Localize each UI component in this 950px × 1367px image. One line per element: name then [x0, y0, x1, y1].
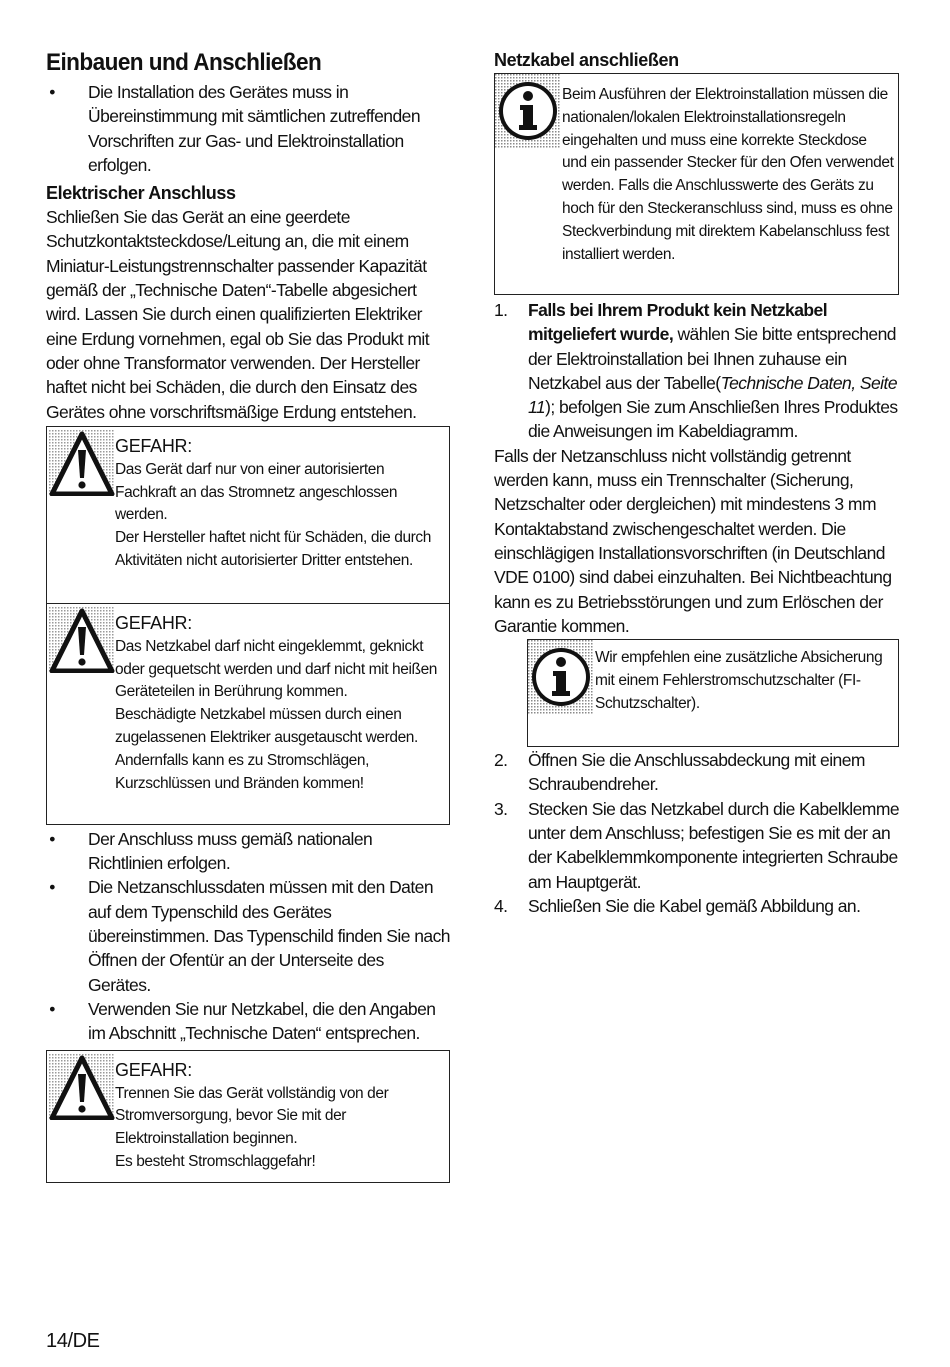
bullet-symbol: • [49, 998, 55, 1019]
page-number: 14/DE [46, 1330, 100, 1352]
info-box [494, 73, 899, 295]
step-bold-text: Falls bei Ihrem Produkt kein Netzkabel mitgeliefert wurde, [528, 300, 828, 345]
bullet-item [46, 875, 450, 996]
step-text: wählen Sie bitte entsprechend der Elektroinstallation bei Ihnen zuhause ein Netzkabel aus der Tabelle( [528, 324, 896, 393]
numbered-step [494, 748, 909, 797]
bullet-text: Verwenden Sie nur Netzkabel, die den Angaben im Abschnitt „Technische Daten“ entsprechen. [88, 998, 436, 1044]
numbered-step [494, 894, 909, 918]
subheading-power-cable: Netzkabel anschließen [494, 50, 679, 70]
left-column [46, 48, 450, 1183]
step-number: 2. [494, 750, 508, 771]
step-text: Stecken Sie das Netzkabel durch die Kabelklemme unter dem Anschluss; befestigen Sie es mit der an der Kabelklemmkomponente integrierten Schraube am Hauptgerät. [528, 798, 900, 892]
warning-triangle-icon [49, 1054, 115, 1120]
warning-title: GEFAHR: [115, 1059, 192, 1080]
info-box [527, 639, 899, 747]
bullet-item [46, 80, 450, 177]
bullet-symbol: • [49, 828, 55, 849]
bullet-text: Die Installation des Gerätes muss in Übereinstimmung mit sämtlichen zutreffenden Vorschriften zur Gas- und Elektroinstallation erfolgen. [88, 82, 421, 175]
step-text: Öffnen Sie die Anschlussabdeckung mit einem Schraubendreher. [528, 750, 865, 795]
step-number: 3. [494, 798, 508, 819]
bullet-text: Die Netzanschlussdaten müssen mit den Daten auf dem Typenschild des Gerätes übereinstimmen. Das Typenschild finden Sie nach Öffnen der Ofentür an der Unterseite des Gerätes. [88, 877, 450, 995]
warning-box [46, 1050, 450, 1183]
warning-title: GEFAHR: [115, 612, 192, 633]
warning-text: Das Gerät darf nur von einer autorisierten Fachkraft an das Stromnetz angeschlossen werden. [115, 460, 398, 524]
subheading-electric: Elektrischer Anschluss [46, 183, 236, 204]
warning-box [46, 426, 450, 603]
step-number: 4. [494, 895, 508, 916]
paragraph-disconnect: Falls der Netzanschluss nicht vollständig getrennt werden kann, muss ein Trennschalter (Sicherung, Netzschalter oder dergleichen) mit mindestens 3 mm Kontaktabstand zwischengeschaltet werden. Die einschlägigen Installationsvorschriften (in Deutschland VDE 0100) sind dabei einzuhalten. Bei Nichtbeachtung kann es zu Betriebsstörungen und zum Erlöschen der Garantie kommen. [494, 445, 892, 636]
info-text: Wir empfehlen eine zusätzliche Absicherung mit einem Fehlerstromschutzschalter (FI-Schutzschalter). [595, 649, 883, 712]
warning-text: Beschädigte Netzkabel müssen durch einen zugelassenen Elektriker ausgetauscht werden. Andernfalls kann es zu Stromschlägen, Kurzschlüssen und Bränden kommen! [115, 706, 418, 792]
numbered-step [494, 298, 909, 444]
warning-title: GEFAHR: [115, 435, 192, 456]
step-text: Schließen Sie die Kabel gemäß Abbildung an. [528, 895, 861, 916]
warning-text: Es besteht Stromschlaggefahr! [115, 1152, 316, 1170]
warning-triangle-icon [49, 607, 115, 673]
paragraph-electric: Schließen Sie das Gerät an eine geerdete Schutzkontaktsteckdose/Leitung an, die mit einem Miniatur-Leistungstrennschalter passender Kapazität gemäß der „Technische Daten“-Tabelle abgesichert wird. Lassen Sie durch einen qualifizierten Elektriker eine Erdung vornehmen, egal ob Sie das Produkt mit oder ohne Transformator verwenden. Der Hersteller haftet nicht bei Schäden, die durch den Einsatz des Gerätes ohne vorschriftsmäßige Erdung entstehen. [46, 207, 430, 422]
info-icon [495, 74, 561, 148]
bullet-item [46, 997, 450, 1046]
warning-triangle-icon [49, 430, 115, 496]
warning-box [46, 603, 450, 825]
bullet-symbol: • [49, 877, 55, 898]
bullet-item [46, 827, 450, 876]
step-number: 1. [494, 300, 508, 320]
numbered-step [494, 797, 909, 894]
info-icon [528, 640, 594, 714]
warning-text: Das Netzkabel darf nicht eingeklemmt, geknickt oder gequetscht werden und darf nicht mit heißen Geräteteilen in Berührung kommen. [115, 637, 438, 701]
right-column [494, 48, 909, 918]
warning-text: Der Hersteller haftet nicht für Schäden, die durch Aktivitäten nicht autorisierter Dritter entstehen. [115, 529, 432, 570]
bullet-text: Der Anschluss muss gemäß nationalen Richtlinien erfolgen. [88, 828, 373, 874]
step-text: ); befolgen Sie zum Anschließen Ihres Produktes die Anweisungen im Kabeldiagramm. [528, 397, 898, 442]
bullet-symbol: • [49, 82, 55, 102]
warning-text: Trennen Sie das Gerät vollständig von der Stromversorgung, bevor Sie mit der Elektroinstallation beginnen. [115, 1084, 389, 1148]
info-text: Beim Ausführen der Elektroinstallation müssen die nationalen/lokalen Elektroinstallationsregeln eingehalten und muss eine korrekte Steckdose und ein passender Stecker für den Ofen verwendet werden. Falls die Anschlusswerte des Geräts zu hoch für den Steckeranschluss sind, muss es ohne Steckverbindung mit direktem Kabelanschluss fest installiert werden. [562, 86, 894, 263]
section-title: Einbauen und Anschließen [46, 49, 322, 76]
step-reference: Technische Daten, Seite 11 [528, 372, 898, 418]
